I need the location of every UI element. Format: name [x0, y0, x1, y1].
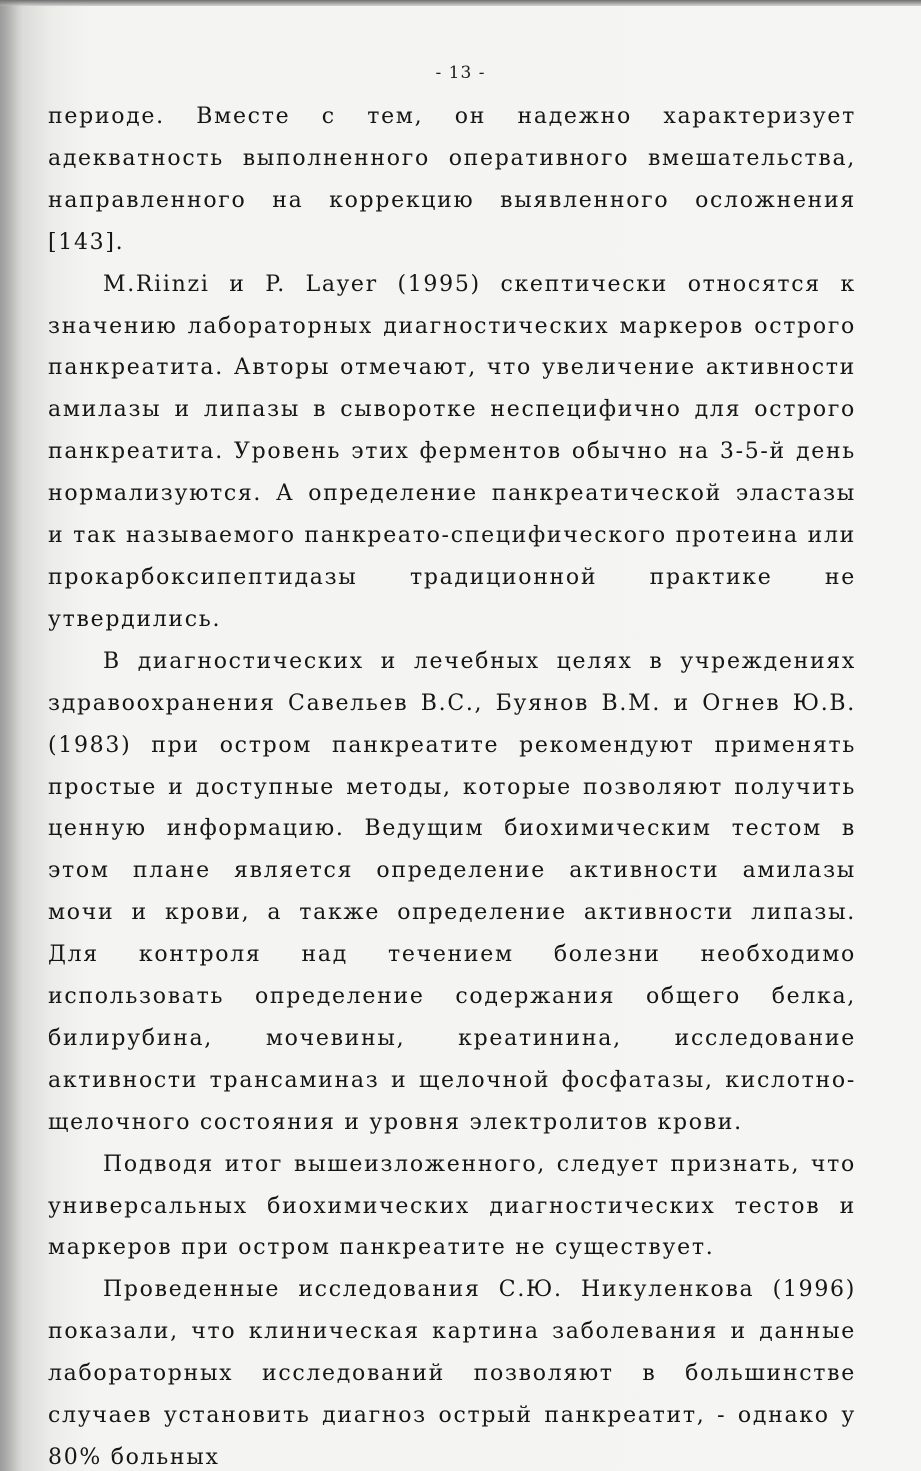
paragraph-1: периоде. Вместе с тем, он надежно характеризует адекватность выполненного оперативного вмешательства, направленного на коррекцию выявленного осложнения [143].: [48, 104, 856, 255]
body-text: [48, 96, 856, 1471]
paragraph-3: В диагностических и лечебных целях в учреждениях здравоохранения Савельев В.С., Буянов В.М. и Огнев Ю.В. (1983) при остром панкреатите рекомендуют применять простые и доступные методы, которые позволяют получить ценную информацию. Ведущим биохимическим тестом в этом плане является определение активности амилазы мочи и крови, а также определение активности липазы. Для контроля над течением болезни необходимо использовать определение содержания общего белка, билирубина, мочевины, креатинина, исследование активности трансаминаз и щелочной фосфатазы, кислотно-щелочного состояния и уровня электролитов крови.: [48, 648, 856, 1135]
scan-binding-shadow: [0, 0, 22, 1471]
paragraph-4: Подводя итог вышеизложенного, следует признать, что универсальных биохимических диагностических тестов и маркеров при остром панкреатите не существует.: [48, 1151, 856, 1261]
scan-top-edge: [0, 0, 921, 6]
paragraph-5: Проведенные исследования С.Ю. Никуленкова (1996) показали, что клиническая картина заболевания и данные лабораторных исследований позволяют в большинстве случаев установить диагноз острый панкреатит, - однако у 80% больных: [48, 1277, 856, 1470]
page-number: - 13 -: [435, 63, 486, 83]
paragraph-2: M.Riinzi и P. Layer (1995) скептически относятся к значению лабораторных диагностических маркеров острого панкреатита. Авторы отмечают, что увеличение активности амилазы и липазы в сыворотке неспецифично для острого панкреатита. Уровень этих ферментов обычно на 3-5-й день нормализуются. А определение панкреатической эластазы и так называемого панкреато-специфического протеина или прокарбоксипептидазы традиционной практике не утвердились.: [48, 271, 856, 632]
